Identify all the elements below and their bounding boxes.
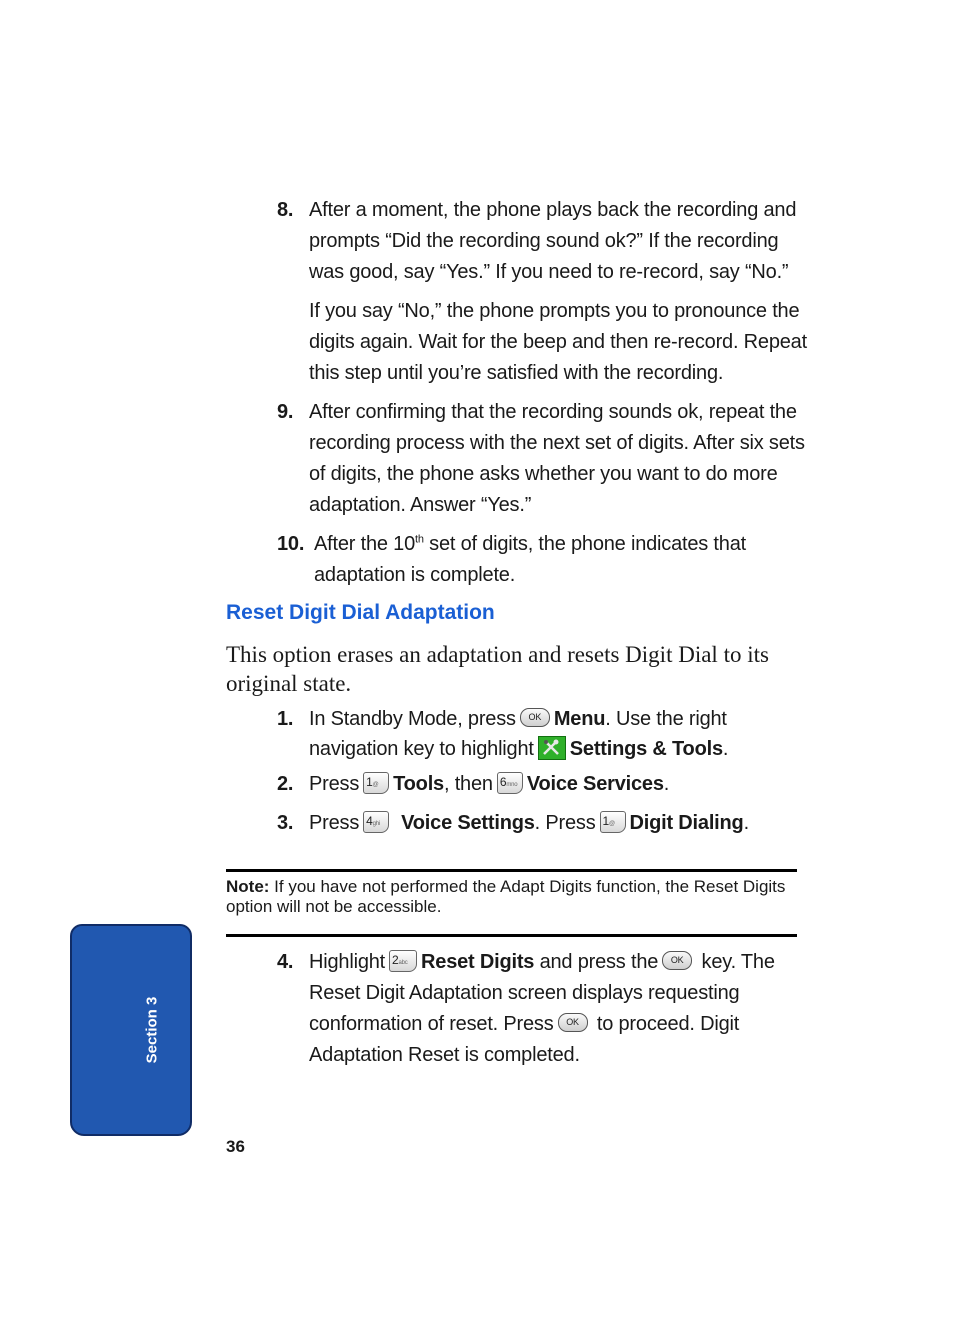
note-bottom-rule (226, 934, 797, 937)
step-2 (277, 769, 807, 800)
key-2-icon: 2abc (389, 950, 417, 972)
step-4 (277, 947, 807, 1071)
key-6-icon: 6mno (497, 772, 523, 794)
step-10 (277, 529, 807, 591)
section-tab (70, 924, 192, 1136)
key-1-icon: 1@ (363, 772, 389, 794)
ok-key-icon: OK (520, 708, 550, 727)
step-text: After confirming that the recording sounds ok, repeat the recording process with the next set of digits. After six sets of digits, the phone asks whether you want to do more adaptation. Answer “Yes.” (309, 401, 805, 516)
settings-tools-icon (538, 736, 566, 760)
step-3 (277, 808, 807, 839)
step-number: 1. (277, 708, 294, 730)
step-number: 3. (277, 812, 294, 834)
step-number: 2. (277, 773, 294, 795)
section-tab-label: Section 3 (143, 996, 161, 1064)
section-heading: Reset Digit Dial Adaptation (226, 601, 495, 624)
step-number: 4. (277, 951, 294, 973)
key-1-icon: 1@ (600, 811, 626, 833)
key-4-icon: 4ghi (363, 811, 389, 833)
step-number: 9. (277, 401, 294, 423)
step-number: 10. (277, 533, 305, 555)
step-text: Press 1@ Tools, then 6mno Voice Services. (309, 773, 670, 795)
ok-key-icon: OK (558, 1013, 588, 1032)
step-8 (277, 195, 807, 389)
note-text: If you have not performed the Adapt Digits function, the Reset Digits option will not be accessible. (226, 877, 786, 916)
note-label: Note: (226, 877, 270, 896)
step-9 (277, 397, 807, 521)
step-text: Press 4ghi Voice Settings. Press 1@ Digit Dialing. (309, 812, 749, 834)
step-number: 8. (277, 199, 294, 221)
page-number: 36 (226, 1137, 245, 1156)
ok-key-icon: OK (662, 951, 692, 970)
step-text: After the 10th set of digits, the phone indicates that adaptation is complete. (314, 533, 746, 586)
step-1 (277, 704, 807, 764)
note (226, 877, 801, 917)
section-intro: This option erases an adaptation and resets Digit Dial to its original state. (226, 642, 769, 696)
step-text: Highlight 2abc Reset Digits and press the OK key. The Reset Digit Adaptation screen displays requesting conformation of reset. Press OK to proceed. Digit Adaptation Reset is completed. (309, 951, 775, 1066)
step-text-continued: If you say “No,” the phone prompts you to pronounce the digits again. Wait for the beep and then re-record. Repeat this step until you’re satisfied with the recording. (309, 300, 807, 384)
step-text: After a moment, the phone plays back the recording and prompts “Did the recording sound ok?” If the recording was good, say “Yes.” If you need to re-record, say “No.” (309, 199, 797, 283)
note-top-rule (226, 869, 797, 872)
step-text: In Standby Mode, press OK Menu. Use the right navigation key to highlight Settings & Tools. (309, 708, 729, 760)
